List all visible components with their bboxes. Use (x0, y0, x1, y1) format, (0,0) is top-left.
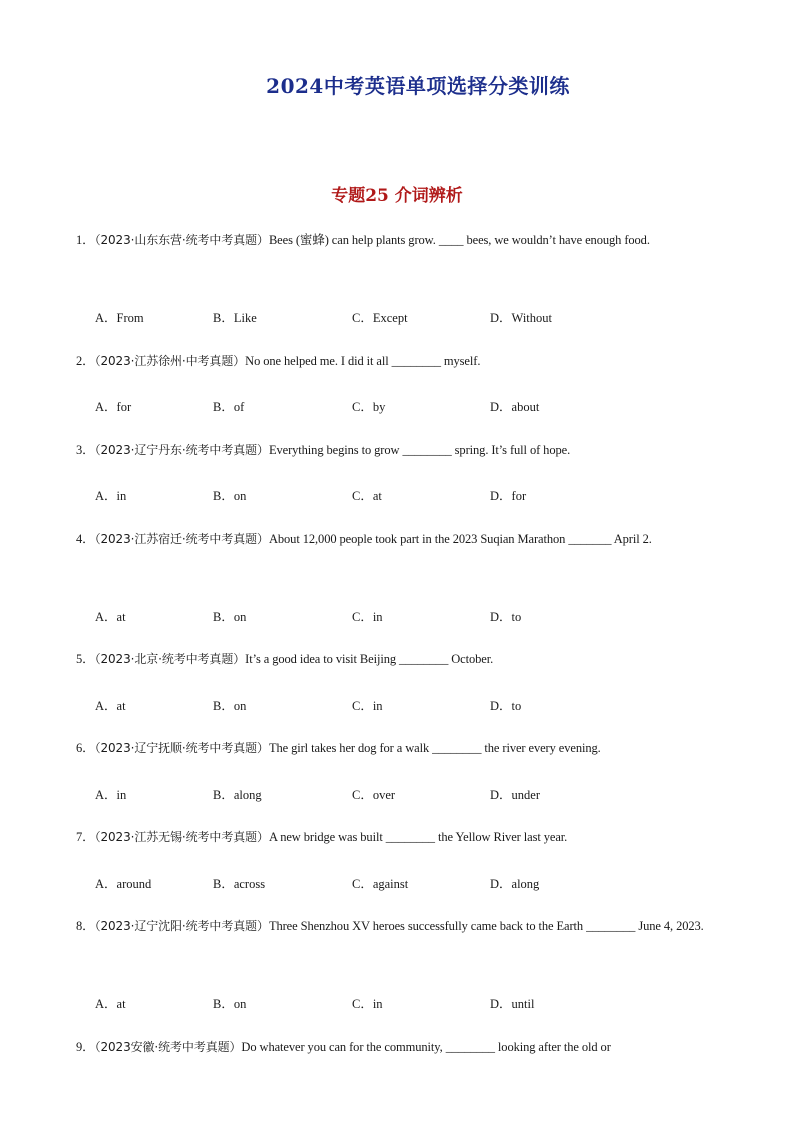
option-b[interactable]: B．on (213, 610, 247, 624)
option-a[interactable]: A．in (95, 489, 127, 503)
option-a[interactable]: A．at (95, 997, 126, 1011)
question-source: （2023安徽·统考中考真题） (94, 1040, 242, 1054)
question-text-before: Bees (蜜蜂) can help plants grow. (268, 233, 439, 247)
option-d[interactable]: D．along (490, 877, 540, 891)
option-c[interactable]: C．in (352, 997, 383, 1011)
option-a[interactable]: A．at (95, 610, 126, 624)
option-b[interactable]: B．on (213, 997, 247, 1011)
answer-blank: ________ (391, 354, 441, 368)
question-text-before: The girl takes her dog for a walk (268, 741, 433, 755)
option-b[interactable]: B．on (213, 699, 247, 713)
option-a[interactable]: A．for (95, 400, 132, 414)
question-number: 7． (76, 830, 95, 844)
question-source: （2023·山东东营·统考中考真题） (94, 233, 269, 247)
question-3 (76, 435, 722, 466)
option-c[interactable]: C．in (352, 699, 383, 713)
option-b[interactable]: B．across (213, 877, 266, 891)
question-9 (76, 1032, 722, 1063)
question-source: （2023·江苏宿迁·统考中考真题） (94, 532, 269, 546)
option-d[interactable]: D．until (490, 997, 535, 1011)
option-c[interactable]: C．at (352, 489, 382, 503)
question-number: 1． (76, 233, 95, 247)
answer-blank: _______ (568, 532, 612, 546)
question-text-before: It’s a good idea to visit Beijing (245, 652, 400, 666)
option-b[interactable]: B．of (213, 400, 245, 414)
question-text-before: Do whatever you can for the community, (241, 1040, 446, 1054)
answer-blank: ________ (586, 919, 636, 933)
question-text-after: April 2. (611, 532, 652, 546)
option-d[interactable]: D．to (490, 610, 522, 624)
question-number: 4． (76, 532, 95, 546)
question-source: （2023·北京·统考中考真题） (94, 652, 246, 666)
option-d[interactable]: D．about (490, 400, 540, 414)
option-d[interactable]: D．Without (490, 311, 552, 325)
question-7 (76, 822, 722, 853)
answer-blank: ________ (445, 1040, 495, 1054)
question-number: 9． (76, 1040, 95, 1054)
question-text-before: Everything begins to grow (268, 443, 403, 457)
option-a[interactable]: A．around (95, 877, 152, 891)
option-a[interactable]: A．in (95, 788, 127, 802)
option-d[interactable]: D．for (490, 489, 527, 503)
question-number: 6． (76, 741, 95, 755)
question-number: 2． (76, 354, 95, 368)
answer-blank: ________ (432, 741, 482, 755)
question-8 (76, 911, 722, 942)
answer-blank: ____ (438, 233, 464, 247)
option-c[interactable]: C．in (352, 610, 383, 624)
option-d[interactable]: D．to (490, 699, 522, 713)
question-text-before: Three Shenzhou XV heroes successfully came back to the Earth (268, 919, 587, 933)
question-text-before: A new bridge was built (268, 830, 386, 844)
question-text-after: myself. (440, 354, 481, 368)
question-4 (76, 524, 722, 555)
question-source: （2023·江苏徐州·中考真题） (94, 354, 246, 368)
option-c[interactable]: C．against (352, 877, 409, 891)
question-6 (76, 733, 722, 764)
option-a[interactable]: A．From (95, 311, 144, 325)
answer-blank: ________ (402, 443, 452, 457)
option-c[interactable]: C．by (352, 400, 386, 414)
question-text-after: October. (448, 652, 494, 666)
option-d[interactable]: D．under (490, 788, 540, 802)
option-a[interactable]: A．at (95, 699, 126, 713)
question-2 (76, 346, 722, 377)
question-text-after: bees, we wouldn’t have enough food. (463, 233, 650, 247)
question-5 (76, 644, 722, 675)
question-number: 3． (76, 443, 95, 457)
question-source: （2023·辽宁抚顺·统考中考真题） (94, 741, 269, 755)
answer-blank: ________ (399, 652, 449, 666)
question-text-before: No one helped me. I did it all (245, 354, 392, 368)
question-source: （2023·辽宁丹东·统考中考真题） (94, 443, 269, 457)
question-text-after: looking after the old or (494, 1040, 611, 1054)
question-number: 5． (76, 652, 95, 666)
option-c[interactable]: C．over (352, 788, 396, 802)
option-c[interactable]: C．Except (352, 311, 408, 325)
question-text-after: June 4, 2023. (635, 919, 704, 933)
option-b[interactable]: B．on (213, 489, 247, 503)
option-b[interactable]: B．Like (213, 311, 257, 325)
option-b[interactable]: B．along (213, 788, 262, 802)
answer-blank: ________ (385, 830, 435, 844)
question-source: （2023·辽宁沈阳·统考中考真题） (94, 919, 269, 933)
question-text-before: About 12,000 people took part in the 2023 Suqian Marathon (268, 532, 569, 546)
section-subtitle: 专题25 介词辨析 (331, 186, 463, 206)
question-source: （2023·江苏无锡·统考中考真题） (94, 830, 269, 844)
question-text-after: the river every evening. (481, 741, 601, 755)
question-text-after: the Yellow River last year. (434, 830, 568, 844)
question-number: 8． (76, 919, 95, 933)
question-1 (76, 225, 722, 256)
document-title: 2024中考英语单项选择分类训练 (266, 74, 570, 98)
question-text-after: spring. It’s full of hope. (451, 443, 571, 457)
